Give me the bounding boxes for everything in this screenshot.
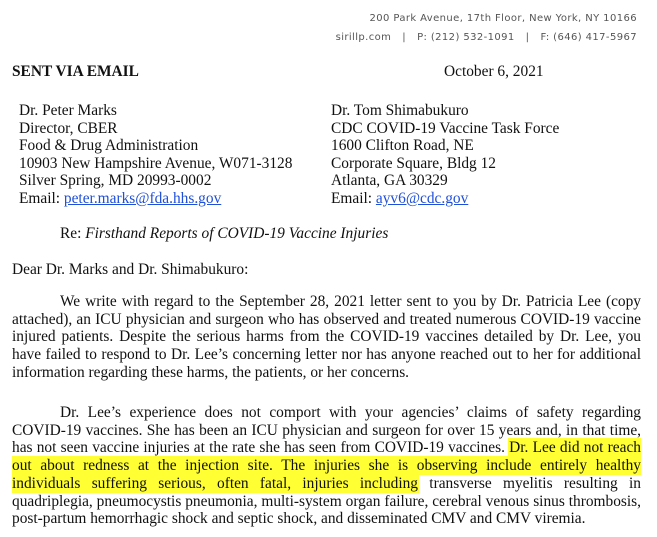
delivery-method: SENT VIA EMAIL — [12, 63, 139, 80]
paragraph-text: Dr. Lee’s experience does not comport with your agencies’ claims of safety regarding COVID-19 vaccines. She has been an ICU physician and surgeon for over 15 years and, in that time, has not seen vaccine injuries at the rate she has seen from COVID-19 vaccines. — [12, 404, 641, 457]
highlighted-text: Dr. Lee did not reach out about redness at the injection site. The injuries she is observing include entirely healthy individuals suffering serious, often fatal, injuries including — [12, 439, 641, 492]
recipient-city: Atlanta, GA 30329 — [331, 172, 448, 190]
email-label: Email: — [331, 189, 373, 207]
email-link[interactable]: ayv6@cdc.gov — [375, 189, 469, 207]
letterhead-website[interactable]: sirillp.com — [335, 32, 392, 43]
paragraph-text: transverse myelitis resulting in quadriplegia, pneumocystis pneumonia, multi-system organ failure, cerebral venous sinus thrombosis, post-partum hemorrhagic shock and septic shock, and disseminated CMV and CMV viremia. — [12, 474, 641, 528]
email-label: Email: — [19, 189, 61, 207]
separator: | — [402, 32, 407, 43]
recipient-building: Corporate Square, Bldg 12 — [331, 154, 496, 172]
subject-text: Firsthand Reports of COVID-19 Vaccine Injuries — [85, 225, 389, 242]
letterhead-address: 200 Park Avenue, 17th Floor, New York, NY 10166 — [369, 13, 637, 24]
recipient-email-line — [331, 190, 559, 208]
separator: | — [525, 32, 530, 43]
recipient-email-line — [19, 190, 292, 208]
paragraph-2 — [12, 404, 641, 528]
letterhead-contact — [336, 32, 637, 43]
email-link[interactable]: peter.marks@fda.hhs.gov — [63, 189, 222, 207]
recipient-right — [331, 102, 559, 208]
recipient-title: CDC COVID-19 Vaccine Task Force — [331, 119, 560, 137]
recipient-street: 1600 Clifton Road, NE — [331, 137, 474, 155]
letterhead-phone: P: (212) 532-1091 — [417, 32, 515, 43]
recipient-org: Food & Drug Administration — [19, 137, 199, 155]
salutation: Dear Dr. Marks and Dr. Shimabukuro: — [12, 261, 249, 278]
letter-date: October 6, 2021 — [444, 63, 544, 80]
subject-line — [60, 225, 388, 243]
letterhead-fax: F: (646) 417-5967 — [540, 32, 637, 43]
paragraph-1: We write with regard to the September 28, 2021 letter sent to you by Dr. Patricia Lee (copy attached), an ICU physician and surgeon who has observed and treated numerous COVID-19 vaccine injured patients. Despite the serious harms from the COVID-19 vaccines detailed by Dr. Lee, you have failed to respond to Dr. Lee’s concerning letter nor has anyone reached out to her for additional information regarding these harms, the patients, or her concerns. — [12, 293, 641, 381]
recipient-city: Silver Spring, MD 20993-0002 — [19, 172, 212, 190]
recipient-title: Director, CBER — [19, 119, 118, 137]
recipient-name: Dr. Peter Marks — [19, 102, 117, 119]
recipient-name: Dr. Tom Shimabukuro — [331, 102, 469, 119]
recipient-left — [19, 102, 292, 208]
recipient-street: 10903 New Hampshire Avenue, W071-3128 — [19, 154, 293, 172]
subject-label: Re: — [60, 225, 82, 242]
